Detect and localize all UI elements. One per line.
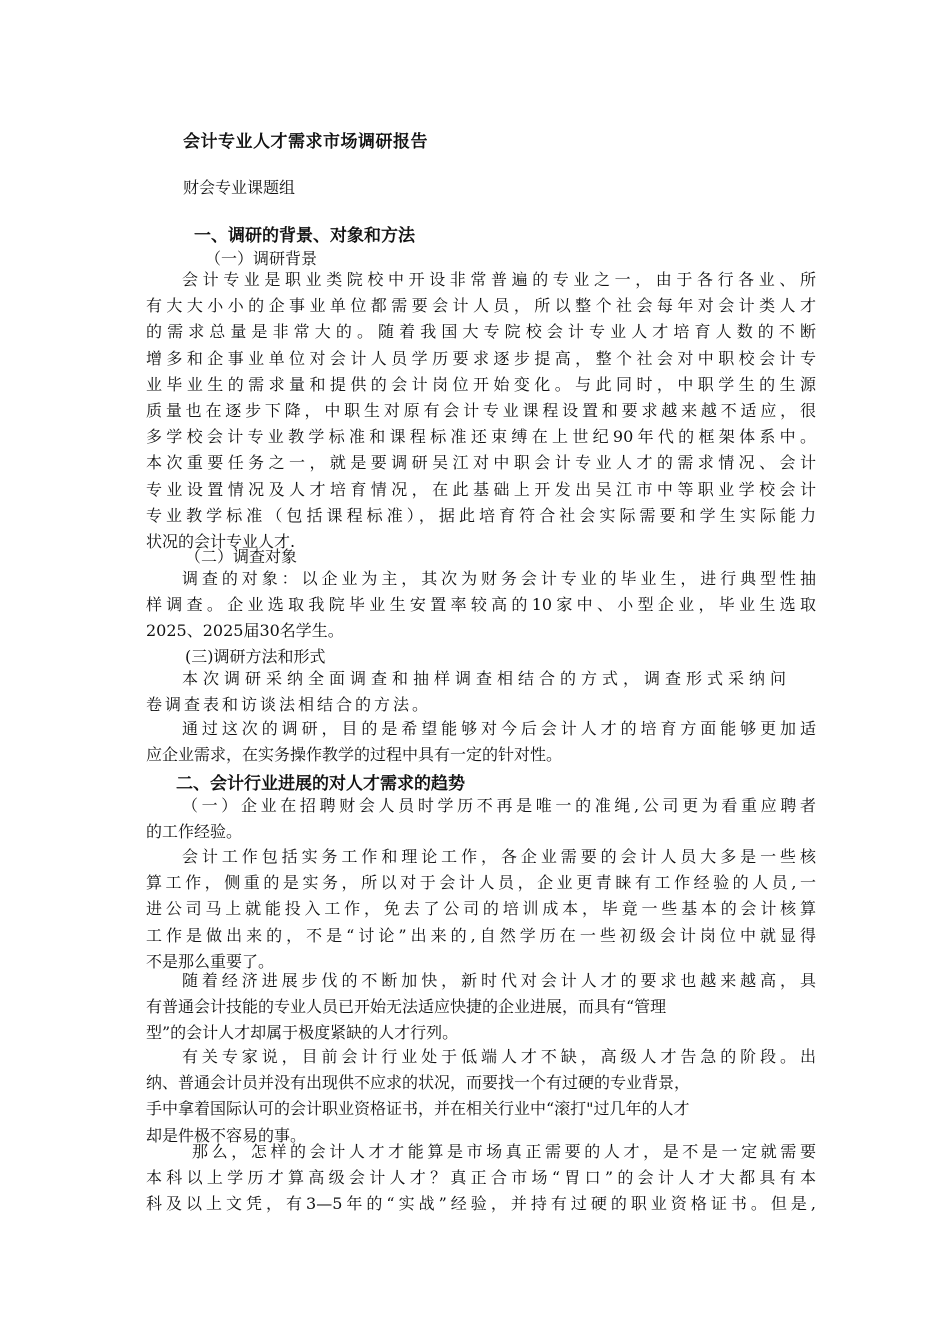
text-line: 会计专业是职业类院校中开设非常普遍的专业之一，由于各行各业、所 [182, 270, 816, 289]
text-line: 的需求总量是非常大的。随着我国大专院校会计专业人才培育人数的不断 [146, 322, 816, 342]
text-line: 专业设置情况及人才培育情况，在此基础上开发出吴江市中等职业学校会计 [146, 479, 816, 499]
section1-sub3-heading: (三)调研方法和形式 [185, 647, 326, 666]
text-line: 工作是做出来的，不是“讨论”出来的,自然学历在一些初级会计岗位中就显得 [146, 925, 816, 945]
text-line: 通过这次的调研，目的是希望能够对今后会计人才的培育方面能够更加适 [182, 719, 816, 738]
text-line: 样调查。企业选取我院毕业生安置率较高的10家中、小型企业，毕业生选取 [146, 595, 816, 615]
text-line: 卷调查表和访谈法相结合的方法。 [146, 695, 432, 715]
document-author: 财会专业课题组 [183, 178, 296, 197]
document-title: 会计专业人才需求市场调研报告 [183, 132, 428, 152]
text-line: 的工作经验。 [146, 822, 243, 842]
text-line: 业毕业生的需求量和提供的会计岗位开始变化。与此同时，中职学生的生源 [146, 374, 816, 394]
text-line: 本次调研采纳全面调查和抽样调查相结合的方式，调查形式采纳问 [182, 669, 786, 688]
section2-paragraph-3 [146, 1044, 816, 1149]
text-line: 却是件极不容易的事。 [146, 1125, 307, 1145]
section2-paragraph-4 [146, 1139, 816, 1218]
text-line: 应企业需求，在实务操作教学的过程中具有一定的针对性。 [146, 745, 563, 765]
section1-sub3-paragraph-b [146, 716, 816, 768]
text-line: 质量也在逐步下降，中职生对原有会计专业课程设置和要求越来越不适应，很 [146, 400, 816, 420]
section2-paragraph-1 [146, 844, 816, 975]
text-line: 2025、2025届30名学生。 [146, 621, 344, 641]
text-line: 型”的会计人才却属于极度紧缺的人才行列。 [146, 1023, 459, 1043]
text-line: 进公司马上就能投入工作，免去了公司的培训成本，毕竟一些基本的会计核算 [146, 899, 816, 919]
text-line: 不是那么重要了。 [146, 951, 275, 971]
text-line: 那么，怎样的会计人才才能算是市场真正需要的人才，是不是一定就需要 [192, 1142, 816, 1161]
text-line: 科及以上文凭，有3—5年的“实战”经验，并持有过硬的职业资格证书。但是, [146, 1194, 816, 1214]
text-line: 调查的对象：以企业为主，其次为财务会计专业的毕业生，进行典型性抽 [182, 569, 816, 588]
text-line: 手中拿着国际认可的会计职业资格证书，并在相关行业中“滚打"过几年的人才 [146, 1099, 690, 1119]
text-line: （一）企业在招聘财会人员时学历不再是唯一的准绳,公司更为看重应聘者 [182, 796, 816, 815]
section1-sub1-heading: （一）调研背景 [205, 249, 318, 268]
text-line: 有普通会计技能的专业人员已开始无法适应快捷的企业进展，而具有“管理 [146, 997, 667, 1017]
section1-sub3-paragraph [146, 666, 786, 718]
text-line: 状况的会计专业人才. [146, 531, 296, 551]
text-line: 增多和企事业单位对会计人员学历要求逐步提高，整个社会对中职校会计专 [146, 348, 816, 368]
text-line: 专业教学标准（包括课程标准），据此培育符合社会实际需要和学生实际能力 [146, 505, 816, 525]
section2-paragraph-2 [146, 968, 816, 1047]
section1-heading: 一、调研的背景、对象和方法 [194, 226, 415, 246]
section1-sub1-paragraph [146, 267, 816, 555]
text-line: 本科以上学历才算高级会计人才？真正合市场“胃口”的会计人才大都具有本 [146, 1168, 816, 1188]
text-line: 算工作，侧重的是实务，所以对于会计人员，企业更青睐有工作经验的人员,一 [146, 873, 816, 893]
text-line: 有关专家说，目前会计行业处于低端人才不缺，高级人才告急的阶段。出 [182, 1047, 816, 1066]
section1-sub2-heading: （二）调查对象 [185, 547, 298, 566]
text-line: 纳、普通会计员并没有出现供不应求的状况，而要找一个有过硬的专业背景， [146, 1073, 691, 1093]
text-line: 随着经济进展步伐的不断加快，新时代对会计人才的要求也越来越高，具 [182, 971, 816, 990]
section1-sub2-paragraph [146, 566, 816, 645]
text-line: 本次重要任务之一，就是要调研吴江对中职会计专业人才的需求情况、会计 [146, 453, 816, 473]
text-line: 会计工作包括实务工作和理论工作，各企业需要的会计人员大多是一些核 [182, 847, 816, 866]
section2-sub1-paragraph [146, 793, 816, 845]
text-line: 有大大小小的企事业单位都需要会计人员，所以整个社会每年对会计类人才 [146, 296, 816, 316]
text-line: 多学校会计专业教学标准和课程标准还束缚在上世纪90年代的框架体系中。 [146, 427, 816, 447]
section2-heading: 二、会计行业进展的对人才需求的趋势 [176, 774, 465, 794]
